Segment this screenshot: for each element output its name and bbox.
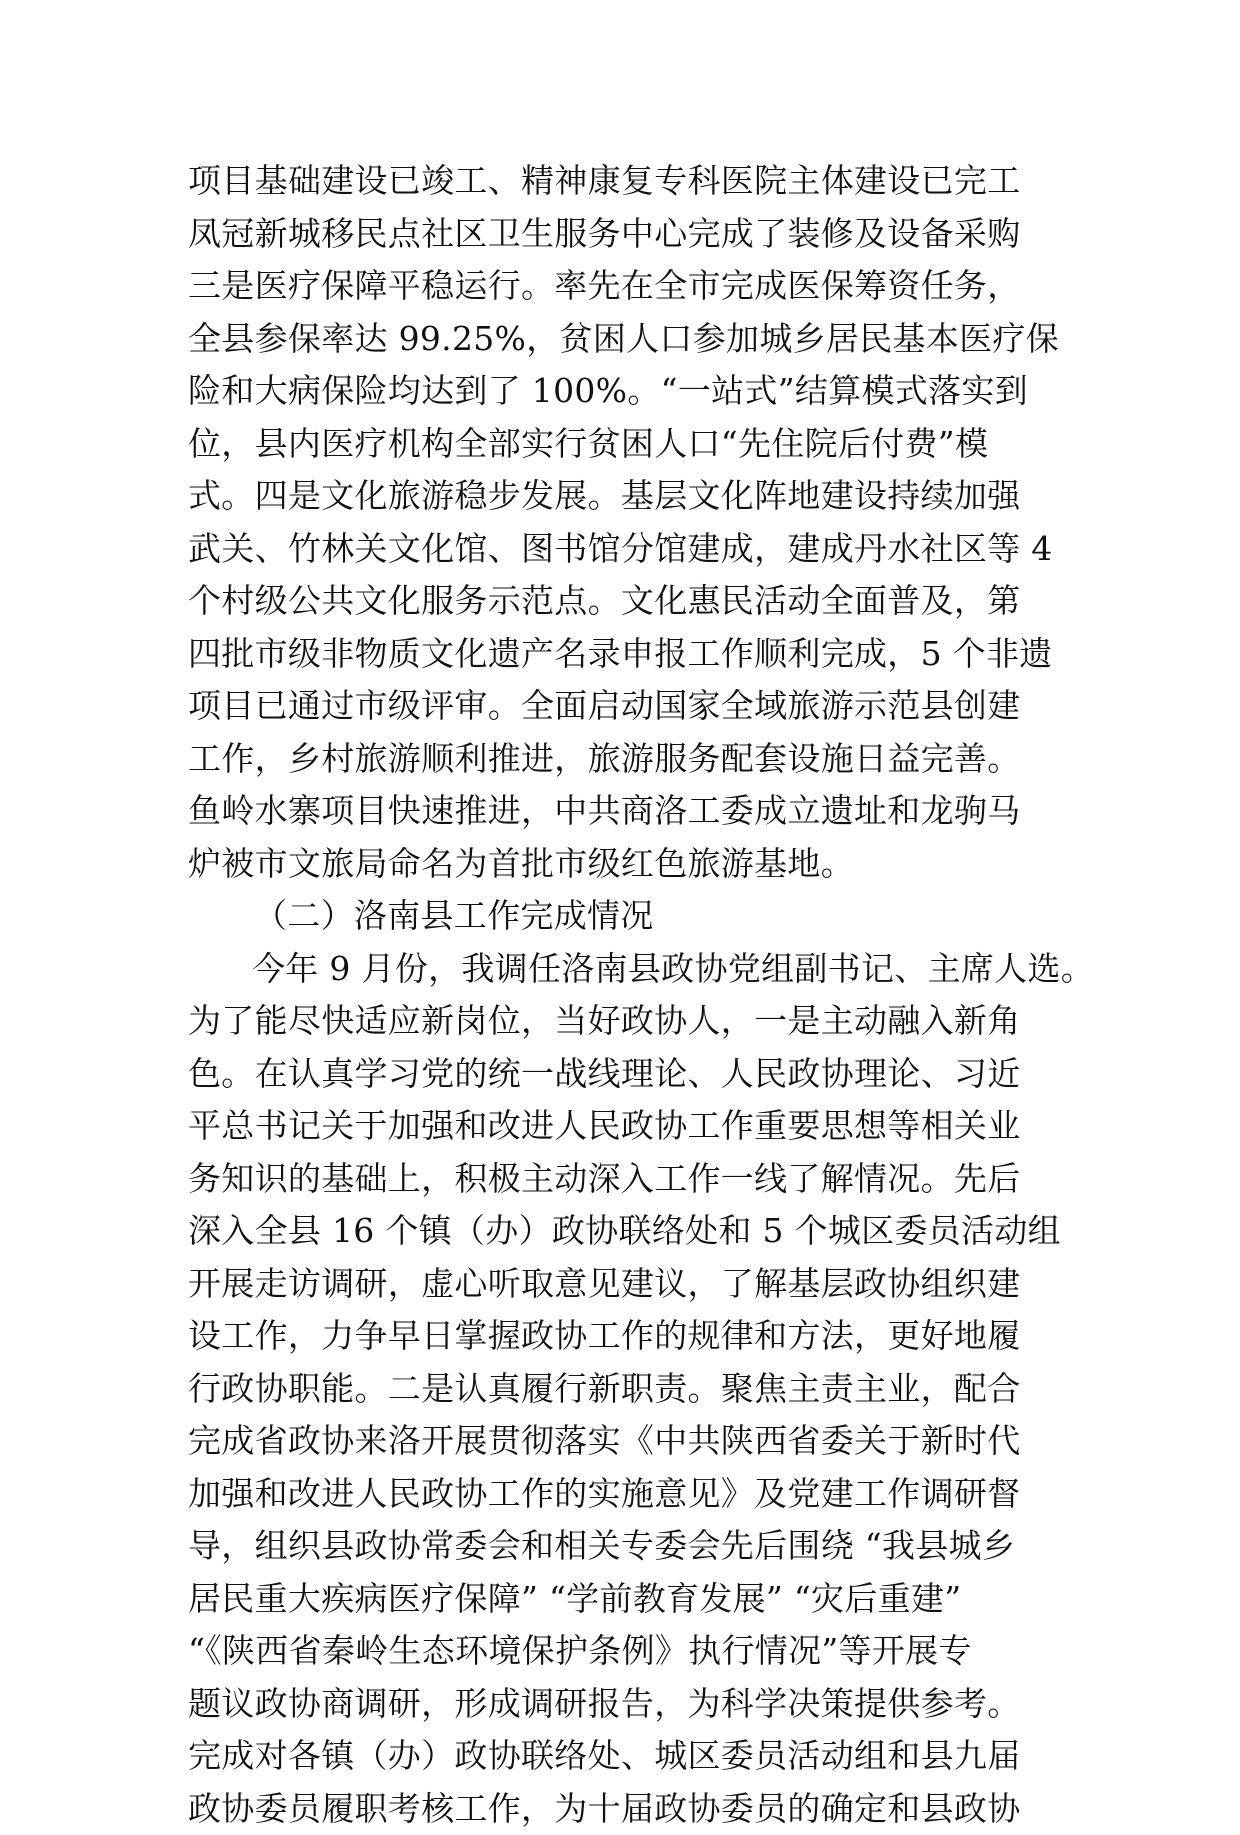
text-line: 三是医疗保障平稳运行。率先在全市完成医保筹资任务， [188, 260, 1068, 313]
text-line: 式。四是文化旅游稳步发展。基层文化阵地建设持续加强 [188, 470, 1068, 523]
document-body [188, 155, 1068, 1835]
text-line: 鱼岭水寨项目快速推进，中共商洛工委成立遗址和龙驹马 [188, 785, 1068, 838]
text-line: 深入全县 16 个镇（办）政协联络处和 5 个城区委员活动组 [188, 1205, 1068, 1258]
text-line: 完成对各镇（办）政协联络处、城区委员活动组和县九届 [188, 1730, 1068, 1783]
text-line: 务知识的基础上，积极主动深入工作一线了解情况。先后 [188, 1153, 1068, 1206]
text-line: “《陕西省秦岭生态环境保护条例》执行情况”等开展专 [188, 1625, 1068, 1678]
text-line: 政协委员履职考核工作，为十届政协委员的确定和县政协 [188, 1783, 1068, 1835]
text-line: 工作，乡村旅游顺利推进，旅游服务配套设施日益完善。 [188, 733, 1068, 786]
section-heading: （二）洛南县工作完成情况 [188, 890, 1068, 943]
paragraph-first-line: 今年 9 月份，我调任洛南县政协党组副书记、主席人选。 [188, 943, 1068, 996]
text-line: 加强和改进人民政协工作的实施意见》及党建工作调研督 [188, 1468, 1068, 1521]
text-line: 色。在认真学习党的统一战线理论、人民政协理论、习近 [188, 1048, 1068, 1101]
text-line: 平总书记关于加强和改进人民政协工作重要思想等相关业 [188, 1100, 1068, 1153]
text-line: 全县参保率达 99.25%，贫困人口参加城乡居民基本医疗保 [188, 313, 1068, 366]
text-line: 开展走访调研，虚心听取意见建议，了解基层政协组织建 [188, 1258, 1068, 1311]
text-line: 炉被市文旅局命名为首批市级红色旅游基地。 [188, 838, 1068, 891]
text-line: 险和大病保险均达到了 100%。“一站式”结算模式落实到 [188, 365, 1068, 418]
text-line: 凤冠新城移民点社区卫生服务中心完成了装修及设备采购 [188, 208, 1068, 261]
text-line: 武关、竹林关文化馆、图书馆分馆建成，建成丹水社区等 4 [188, 523, 1068, 576]
text-line: 居民重大疾病医疗保障” “学前教育发展” “灾后重建” [188, 1573, 1068, 1626]
text-line: 行政协职能。二是认真履行新职责。聚焦主责主业，配合 [188, 1363, 1068, 1416]
text-line: 设工作，力争早日掌握政协工作的规律和方法，更好地履 [188, 1310, 1068, 1363]
text-line: 导，组织县政协常委会和相关专委会先后围绕 “我县城乡 [188, 1520, 1068, 1573]
text-line: 题议政协商调研，形成调研报告，为科学决策提供参考。 [188, 1678, 1068, 1731]
text-line: 个村级公共文化服务示范点。文化惠民活动全面普及，第 [188, 575, 1068, 628]
text-line: 位，县内医疗机构全部实行贫困人口“先住院后付费”模 [188, 418, 1068, 471]
text-line: 四批市级非物质文化遗产名录申报工作顺利完成，5 个非遗 [188, 628, 1068, 681]
text-line: 完成省政协来洛开展贯彻落实《中共陕西省委关于新时代 [188, 1415, 1068, 1468]
text-line: 项目已通过市级评审。全面启动国家全域旅游示范县创建 [188, 680, 1068, 733]
text-line: 为了能尽快适应新岗位，当好政协人，一是主动融入新角 [188, 995, 1068, 1048]
text-line: 项目基础建设已竣工、精神康复专科医院主体建设已完工 [188, 155, 1068, 208]
